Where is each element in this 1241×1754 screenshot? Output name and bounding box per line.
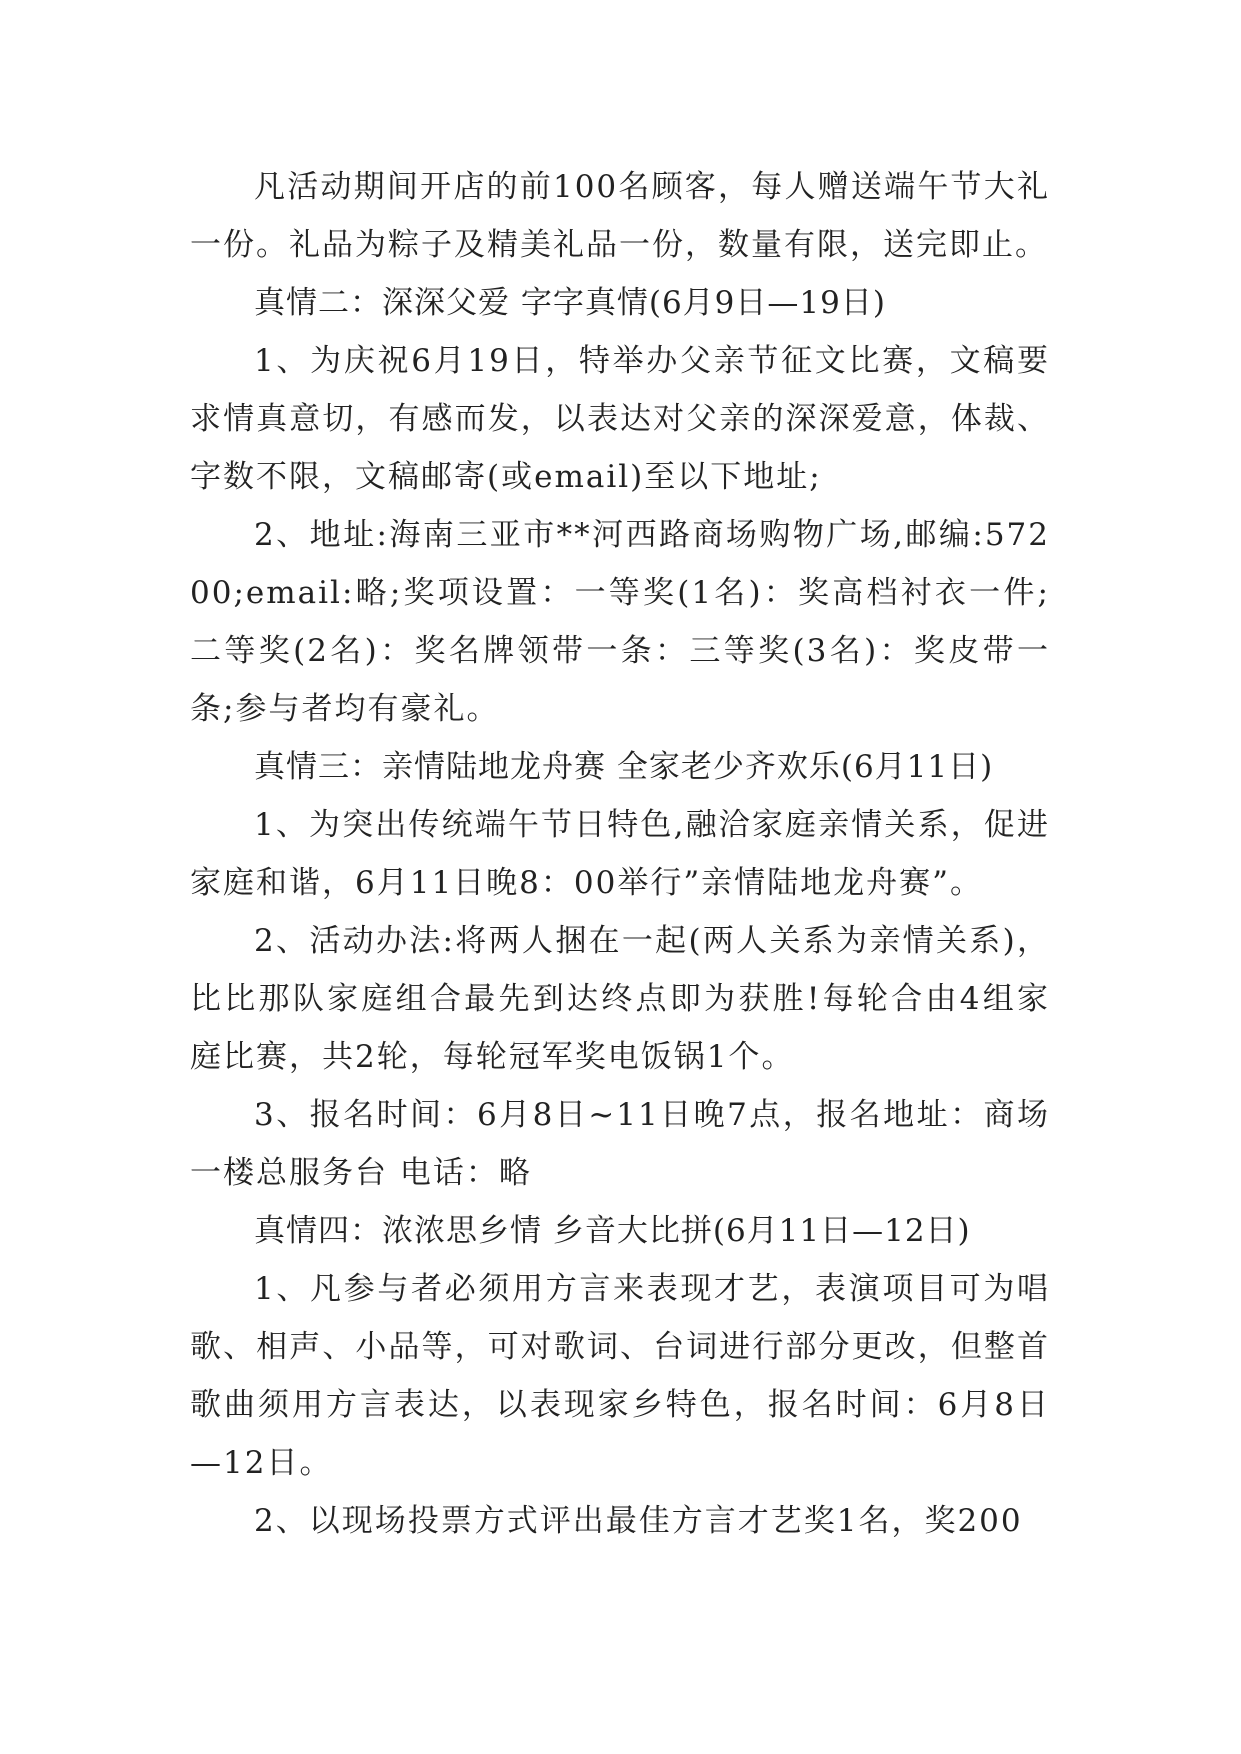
document-body: [190, 158, 1050, 1550]
section-heading-dialect: 真情四：浓浓思乡情 乡音大比拼(6月11日—12日): [254, 1213, 971, 1249]
paragraph-gift-offer: 凡活动期间开店的前100名顾客，每人赠送端午节大礼一份。礼品为粽子及精美礼品一份，数量有限，送完即止。: [190, 169, 1050, 263]
paragraph-dialect-award: 2、以现场投票方式评出最佳方言才艺奖1名，奖200: [254, 1503, 1023, 1539]
paragraph-dragon-boat-rules: 2、活动办法:将两人捆在一起(两人关系为亲情关系)，比比那队家庭组合最先到达终点即为获胜!每轮合由4组家庭比赛，共2轮，每轮冠军奖电饭锅1个。: [190, 923, 1050, 1075]
paragraph-address-prizes: 2、地址:海南三亚市**河西路商场购物广场,邮编:57200;email:略;奖项设置：一等奖(1名)：奖高档衬衣一件;二等奖(2名)：奖名牌领带一条：三等奖(3名)：奖皮带一条;参与者均有豪礼。: [190, 517, 1050, 727]
section-heading-fathers-day: 真情二：深深父爱 字字真情(6月9日—19日): [254, 285, 886, 321]
section-heading-dragon-boat: 真情三：亲情陆地龙舟赛 全家老少齐欢乐(6月11日): [254, 749, 994, 785]
paragraph-dragon-boat-intro: 1、为突出传统端午节日特色,融洽家庭亲情关系，促进家庭和谐，6月11日晚8：00举行”亲情陆地龙舟赛”。: [190, 807, 1050, 901]
paragraph-essay-contest: 1、为庆祝6月19日，特举办父亲节征文比赛，文稿要求情真意切，有感而发，以表达对父亲的深深爱意，体裁、字数不限，文稿邮寄(或email)至以下地址;: [190, 343, 1050, 495]
paragraph-dialect-rules: 1、凡参与者必须用方言来表现才艺，表演项目可为唱歌、相声、小品等，可对歌词、台词进行部分更改，但整首歌曲须用方言表达，以表现家乡特色，报名时间：6月8日—12日。: [190, 1271, 1050, 1481]
paragraph-registration: 3、报名时间：6月8日~11日晚7点，报名地址：商场一楼总服务台 电话：略: [190, 1097, 1050, 1191]
